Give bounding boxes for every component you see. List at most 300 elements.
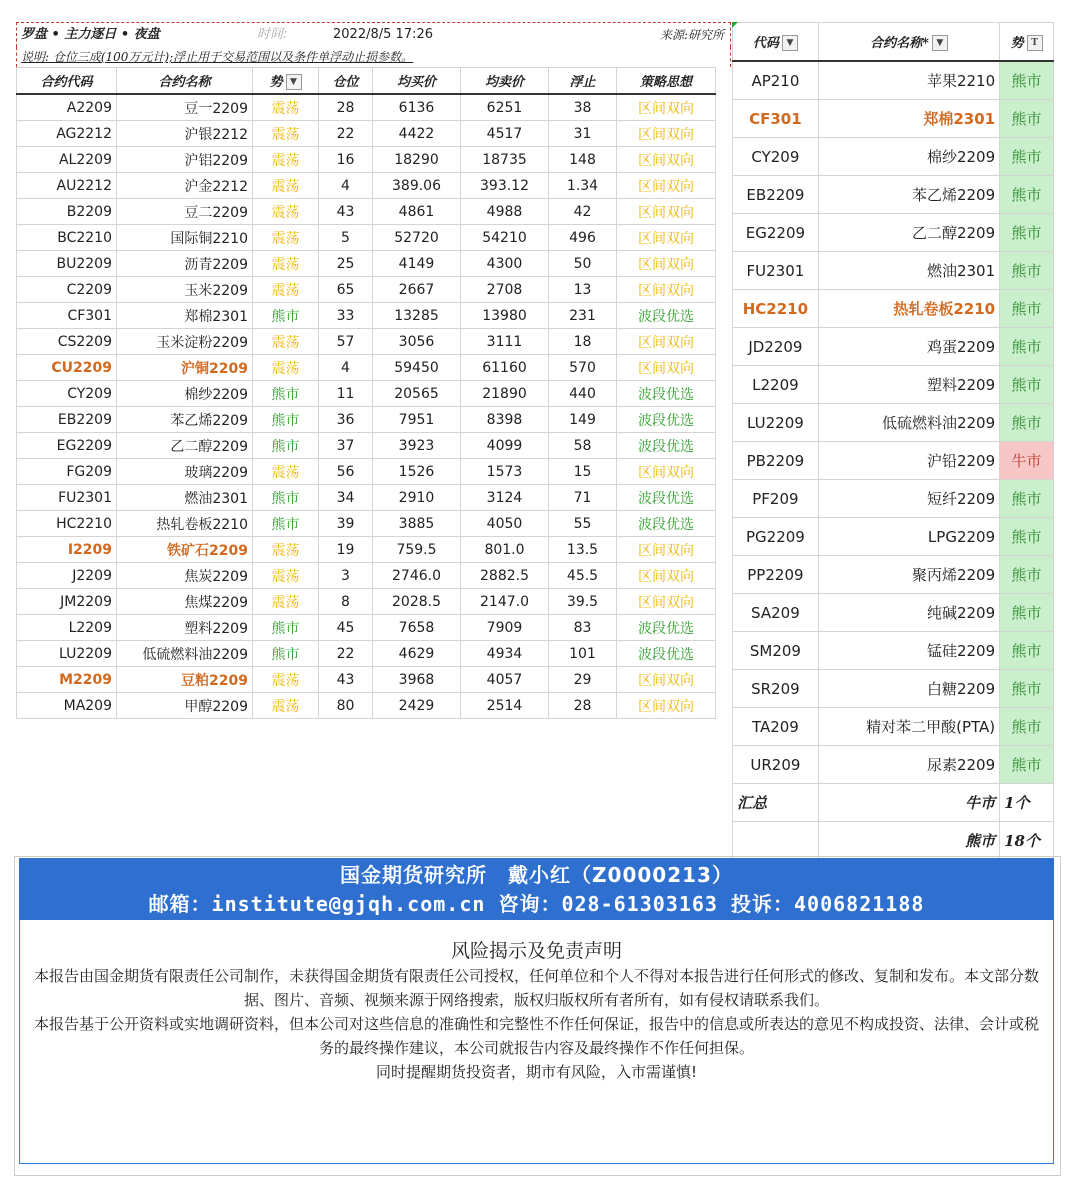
avg-buy-cell: 3056 xyxy=(373,329,461,355)
contract-code-cell: SR209 xyxy=(733,670,819,708)
trend-cell: 熊市 xyxy=(253,511,319,537)
col-header-trend xyxy=(253,68,319,95)
avg-buy-cell: 13285 xyxy=(373,303,461,329)
contract-name-cell: 乙二醇2209 xyxy=(117,433,253,459)
position-cell: 16 xyxy=(319,147,373,173)
contract-code-cell: FU2301 xyxy=(733,252,819,290)
table-row xyxy=(733,556,1054,594)
position-cell: 22 xyxy=(319,121,373,147)
filter-active-icon[interactable]: T xyxy=(1027,35,1043,51)
avg-buy-cell: 4629 xyxy=(373,641,461,667)
cell-comment-marker xyxy=(732,22,738,28)
avg-buy-cell: 2746.0 xyxy=(373,563,461,589)
float-stop-cell: 45.5 xyxy=(549,563,617,589)
position-cell: 22 xyxy=(319,641,373,667)
position-cell: 8 xyxy=(319,589,373,615)
table-row xyxy=(17,563,716,589)
contract-code-cell: PG2209 xyxy=(733,518,819,556)
table-row xyxy=(733,404,1054,442)
avg-buy-cell: 2429 xyxy=(373,693,461,719)
table-row xyxy=(733,480,1054,518)
avg-buy-cell: 3968 xyxy=(373,667,461,693)
summary-count-cell: 18个 xyxy=(1000,822,1054,860)
time-label: 时间: xyxy=(257,27,288,42)
table-row xyxy=(17,277,716,303)
report-title: 罗盘 • 主力逐日 • 夜盘 xyxy=(21,27,160,42)
float-stop-cell: 55 xyxy=(549,511,617,537)
table-row xyxy=(733,290,1054,328)
position-cell: 3 xyxy=(319,563,373,589)
contract-name-cell: 低硫燃料油2209 xyxy=(117,641,253,667)
table-row xyxy=(17,355,716,381)
contract-code-cell: AU2212 xyxy=(17,173,117,199)
contract-code-cell: LU2209 xyxy=(17,641,117,667)
table-row xyxy=(17,667,716,693)
col-header-trend-label: 势 xyxy=(269,74,283,90)
avg-buy-cell: 4149 xyxy=(373,251,461,277)
strategy-cell: 区间双向 xyxy=(617,329,716,355)
disclaimer-box xyxy=(19,920,1054,1164)
trend-cell: 熊市 xyxy=(253,485,319,511)
summary-row xyxy=(733,822,1054,860)
contract-code-cell: SM209 xyxy=(733,632,819,670)
trend-cell: 熊市 xyxy=(253,615,319,641)
contract-name-cell: 锰硅2209 xyxy=(818,632,999,670)
avg-buy-cell: 18290 xyxy=(373,147,461,173)
contract-code-cell: CF301 xyxy=(733,100,819,138)
trend-cell: 熊市 xyxy=(1000,746,1054,784)
contract-name-cell: 郑棉2301 xyxy=(117,303,253,329)
table-row xyxy=(17,511,716,537)
table-row xyxy=(733,670,1054,708)
contract-code-cell: A2209 xyxy=(17,94,117,121)
trend-cell: 牛市 xyxy=(1000,442,1054,480)
col-header-code-label: 代码 xyxy=(752,35,779,51)
col-header-code xyxy=(733,23,819,62)
disclaimer-paragraph-2: 本报告基于公开资料或实地调研资料，但本公司对这些信息的准确性和完整性不作任何保证，报告中的信息或所表达的意见不构成投资、法律、会计或税务的最终操作建议，本公司就报告内容及最终操作不作任何担保。 xyxy=(33,1015,1039,1057)
avg-sell-cell: 4300 xyxy=(461,251,549,277)
strategy-cell: 区间双向 xyxy=(617,355,716,381)
contract-name-cell: 塑料2209 xyxy=(117,615,253,641)
contract-code-cell: CS2209 xyxy=(17,329,117,355)
trend-cell: 熊市 xyxy=(1000,594,1054,632)
trend-cell: 熊市 xyxy=(1000,480,1054,518)
trend-cell: 震荡 xyxy=(253,225,319,251)
avg-sell-cell: 801.0 xyxy=(461,537,549,563)
contract-name-cell: 豆二2209 xyxy=(117,199,253,225)
contract-name-cell: 苯乙烯2209 xyxy=(117,407,253,433)
avg-sell-cell: 393.12 xyxy=(461,173,549,199)
contract-name-cell: 沪铜2209 xyxy=(117,355,253,381)
contract-name-cell: LPG2209 xyxy=(818,518,999,556)
table-row xyxy=(733,176,1054,214)
disclaimer-paragraph-1: 本报告由国金期货有限责任公司制作，未获得国金期货有限责任公司授权，任何单位和个人不得对本报告进行任何形式的修改、复制和发布。本文部分数据、图片、音频、视频来源于网络搜索，版权归版权所有者所有，如有侵权请联系我们。 xyxy=(33,967,1039,1009)
avg-sell-cell: 2882.5 xyxy=(461,563,549,589)
contract-code-cell: L2209 xyxy=(17,615,117,641)
contract-name-cell: 短纤2209 xyxy=(818,480,999,518)
col-header-position: 仓位 xyxy=(319,68,373,95)
trend-cell: 熊市 xyxy=(1000,366,1054,404)
contract-code-cell: AP210 xyxy=(733,61,819,100)
col-header-strategy: 策略思想 xyxy=(617,68,716,95)
strategy-cell: 波段优选 xyxy=(617,511,716,537)
col-header-name-label: 合约名称* xyxy=(870,35,929,51)
contract-code-cell: PP2209 xyxy=(733,556,819,594)
table-row xyxy=(17,225,716,251)
table-row xyxy=(733,594,1054,632)
avg-sell-cell: 4934 xyxy=(461,641,549,667)
table-row xyxy=(733,328,1054,366)
contract-code-cell: SA209 xyxy=(733,594,819,632)
position-cell: 33 xyxy=(319,303,373,329)
table-row xyxy=(733,708,1054,746)
trend-cell: 熊市 xyxy=(1000,61,1054,100)
position-cell: 43 xyxy=(319,199,373,225)
contract-code-cell: CU2209 xyxy=(17,355,117,381)
avg-buy-cell: 7951 xyxy=(373,407,461,433)
table-row xyxy=(733,518,1054,556)
trend-cell: 震荡 xyxy=(253,277,319,303)
trend-table xyxy=(732,22,1054,860)
trend-cell: 熊市 xyxy=(1000,518,1054,556)
contract-name-cell: 沥青2209 xyxy=(117,251,253,277)
position-cell: 36 xyxy=(319,407,373,433)
col-header-trend-label: 势 xyxy=(1010,35,1024,51)
contract-code-cell: FG209 xyxy=(17,459,117,485)
col-header-code: 合约代码 xyxy=(17,68,117,95)
contract-name-cell: 沪银2212 xyxy=(117,121,253,147)
contract-name-cell: 焦煤2209 xyxy=(117,589,253,615)
filter-dropdown-icon[interactable]: ▼ xyxy=(932,35,948,51)
trend-cell: 震荡 xyxy=(253,459,319,485)
position-cell: 65 xyxy=(319,277,373,303)
float-stop-cell: 1.34 xyxy=(549,173,617,199)
float-stop-cell: 231 xyxy=(549,303,617,329)
contract-name-cell: 苹果2210 xyxy=(818,61,999,100)
table-row xyxy=(17,407,716,433)
strategy-cell: 区间双向 xyxy=(617,173,716,199)
filter-dropdown-icon[interactable]: ▼ xyxy=(286,74,302,90)
main-report-sheet xyxy=(16,22,731,719)
trend-cell: 震荡 xyxy=(253,147,319,173)
strategy-cell: 区间双向 xyxy=(617,147,716,173)
source-label: 来源:研究所 xyxy=(659,28,724,42)
strategy-cell: 区间双向 xyxy=(617,537,716,563)
contract-code-cell: J2209 xyxy=(17,563,117,589)
avg-buy-cell: 2910 xyxy=(373,485,461,511)
col-header-avg-sell: 均卖价 xyxy=(461,68,549,95)
strategy-cell: 区间双向 xyxy=(617,251,716,277)
contract-code-cell: PF209 xyxy=(733,480,819,518)
contract-code-cell: CF301 xyxy=(17,303,117,329)
contract-code-cell: C2209 xyxy=(17,277,117,303)
contract-name-cell: 郑棉2301 xyxy=(818,100,999,138)
trend-cell: 震荡 xyxy=(253,667,319,693)
strategy-cell: 波段优选 xyxy=(617,303,716,329)
table-row xyxy=(17,693,716,719)
trend-cell: 熊市 xyxy=(1000,632,1054,670)
avg-buy-cell: 4422 xyxy=(373,121,461,147)
table-row xyxy=(17,433,716,459)
strategy-cell: 区间双向 xyxy=(617,121,716,147)
contract-name-cell: 乙二醇2209 xyxy=(818,214,999,252)
time-value: 2022/8/5 17:26 xyxy=(333,27,433,42)
strategy-cell: 波段优选 xyxy=(617,485,716,511)
col-header-avg-buy: 均买价 xyxy=(373,68,461,95)
float-stop-cell: 50 xyxy=(549,251,617,277)
contract-code-cell: FU2301 xyxy=(17,485,117,511)
strategy-cell: 波段优选 xyxy=(617,641,716,667)
disclaimer-title: 风险揭示及免责声明 xyxy=(450,940,622,962)
avg-buy-cell: 2028.5 xyxy=(373,589,461,615)
float-stop-cell: 58 xyxy=(549,433,617,459)
avg-buy-cell: 4861 xyxy=(373,199,461,225)
position-cell: 4 xyxy=(319,355,373,381)
trend-cell: 震荡 xyxy=(253,693,319,719)
contract-name-cell: 精对苯二甲酸(PTA) xyxy=(818,708,999,746)
contract-name-cell: 豆一2209 xyxy=(117,94,253,121)
table-row xyxy=(17,199,716,225)
position-cell: 5 xyxy=(319,225,373,251)
table-row xyxy=(17,641,716,667)
table-row xyxy=(17,537,716,563)
banner-contacts: 邮箱：institute@gjqh.com.cn 咨询：028-61303163 投诉：4006821188 xyxy=(148,892,925,916)
avg-buy-cell: 7658 xyxy=(373,615,461,641)
trend-cell: 熊市 xyxy=(1000,556,1054,594)
contract-name-cell: 沪铅2209 xyxy=(818,442,999,480)
table-row xyxy=(17,329,716,355)
contract-name-cell: 玻璃2209 xyxy=(117,459,253,485)
trend-cell: 震荡 xyxy=(253,121,319,147)
trend-cell: 熊市 xyxy=(1000,404,1054,442)
avg-buy-cell: 59450 xyxy=(373,355,461,381)
avg-sell-cell: 13980 xyxy=(461,303,549,329)
contract-name-cell: 沪金2212 xyxy=(117,173,253,199)
filter-dropdown-icon[interactable]: ▼ xyxy=(782,35,798,51)
avg-sell-cell: 8398 xyxy=(461,407,549,433)
table-row xyxy=(733,100,1054,138)
avg-sell-cell: 6251 xyxy=(461,94,549,121)
float-stop-cell: 440 xyxy=(549,381,617,407)
float-stop-cell: 13.5 xyxy=(549,537,617,563)
contract-code-cell: I2209 xyxy=(17,537,117,563)
position-cell: 37 xyxy=(319,433,373,459)
contract-name-cell: 甲醇2209 xyxy=(117,693,253,719)
trend-cell: 震荡 xyxy=(253,589,319,615)
trend-cell: 熊市 xyxy=(253,641,319,667)
avg-buy-cell: 2667 xyxy=(373,277,461,303)
float-stop-cell: 148 xyxy=(549,147,617,173)
strategy-cell: 波段优选 xyxy=(617,381,716,407)
position-cell: 34 xyxy=(319,485,373,511)
trend-cell: 震荡 xyxy=(253,329,319,355)
avg-sell-cell: 7909 xyxy=(461,615,549,641)
contract-name-cell: 焦炭2209 xyxy=(117,563,253,589)
contract-table xyxy=(16,67,716,719)
table-row xyxy=(17,589,716,615)
trend-cell: 熊市 xyxy=(1000,252,1054,290)
strategy-cell: 波段优选 xyxy=(617,433,716,459)
contract-code-cell: UR209 xyxy=(733,746,819,784)
strategy-cell: 波段优选 xyxy=(617,615,716,641)
col-header-name xyxy=(818,23,999,62)
avg-sell-cell: 4099 xyxy=(461,433,549,459)
contract-name-cell: 纯碱2209 xyxy=(818,594,999,632)
trend-cell: 震荡 xyxy=(253,355,319,381)
contract-code-cell: EB2209 xyxy=(17,407,117,433)
table-row xyxy=(17,485,716,511)
avg-buy-cell: 389.06 xyxy=(373,173,461,199)
contract-name-cell: 铁矿石2209 xyxy=(117,537,253,563)
trend-cell: 熊市 xyxy=(253,407,319,433)
contract-name-cell: 燃油2301 xyxy=(117,485,253,511)
trend-cell: 熊市 xyxy=(253,303,319,329)
disclaimer-paragraph-3: 同时提醒期货投资者，期市有风险，入市需谨慎! xyxy=(375,1063,697,1081)
position-cell: 25 xyxy=(319,251,373,277)
contract-name-cell: 玉米淀粉2209 xyxy=(117,329,253,355)
float-stop-cell: 31 xyxy=(549,121,617,147)
float-stop-cell: 83 xyxy=(549,615,617,641)
contract-code-cell: LU2209 xyxy=(733,404,819,442)
table-row xyxy=(733,442,1054,480)
avg-buy-cell: 20565 xyxy=(373,381,461,407)
trend-cell: 震荡 xyxy=(253,173,319,199)
contract-name-cell: 鸡蛋2209 xyxy=(818,328,999,366)
strategy-cell: 区间双向 xyxy=(617,277,716,303)
col-header-name: 合约名称 xyxy=(117,68,253,95)
float-stop-cell: 42 xyxy=(549,199,617,225)
strategy-cell: 区间双向 xyxy=(617,94,716,121)
trend-cell: 震荡 xyxy=(253,94,319,121)
contract-name-cell: 苯乙烯2209 xyxy=(818,176,999,214)
contract-name-cell: 棉纱2209 xyxy=(117,381,253,407)
table-row xyxy=(17,303,716,329)
contract-code-cell: EG2209 xyxy=(733,214,819,252)
float-stop-cell: 28 xyxy=(549,693,617,719)
contract-code-cell: BU2209 xyxy=(17,251,117,277)
float-stop-cell: 71 xyxy=(549,485,617,511)
trend-cell: 熊市 xyxy=(1000,290,1054,328)
strategy-cell: 区间双向 xyxy=(617,589,716,615)
trend-cell: 熊市 xyxy=(253,381,319,407)
contract-code-cell: AL2209 xyxy=(17,147,117,173)
table-row xyxy=(733,746,1054,784)
contract-name-cell: 低硫燃料油2209 xyxy=(818,404,999,442)
contract-code-cell: JM2209 xyxy=(17,589,117,615)
float-stop-cell: 15 xyxy=(549,459,617,485)
avg-sell-cell: 2147.0 xyxy=(461,589,549,615)
contract-name-cell: 沪铝2209 xyxy=(117,147,253,173)
avg-sell-cell: 2708 xyxy=(461,277,549,303)
table-row xyxy=(733,252,1054,290)
trend-cell: 熊市 xyxy=(253,433,319,459)
avg-buy-cell: 3923 xyxy=(373,433,461,459)
table-row xyxy=(733,366,1054,404)
contract-name-cell: 塑料2209 xyxy=(818,366,999,404)
avg-buy-cell: 3885 xyxy=(373,511,461,537)
avg-sell-cell: 4517 xyxy=(461,121,549,147)
report-note: 说明: 仓位三成(100万元计);浮止用于交易范围以及条件单浮动止损参数。 xyxy=(16,47,731,67)
avg-sell-cell: 4050 xyxy=(461,511,549,537)
avg-sell-cell: 4057 xyxy=(461,667,549,693)
contract-code-cell: CY209 xyxy=(733,138,819,176)
trend-cell: 震荡 xyxy=(253,199,319,225)
float-stop-cell: 38 xyxy=(549,94,617,121)
contract-code-cell: TA209 xyxy=(733,708,819,746)
avg-buy-cell: 6136 xyxy=(373,94,461,121)
position-cell: 39 xyxy=(319,511,373,537)
contract-code-cell: PB2209 xyxy=(733,442,819,480)
position-cell: 56 xyxy=(319,459,373,485)
float-stop-cell: 101 xyxy=(549,641,617,667)
strategy-cell: 区间双向 xyxy=(617,225,716,251)
contract-name-cell: 棉纱2209 xyxy=(818,138,999,176)
summary-kind-cell: 牛市 xyxy=(818,784,999,822)
float-stop-cell: 39.5 xyxy=(549,589,617,615)
float-stop-cell: 29 xyxy=(549,667,617,693)
trend-cell: 熊市 xyxy=(1000,328,1054,366)
float-stop-cell: 13 xyxy=(549,277,617,303)
avg-sell-cell: 4988 xyxy=(461,199,549,225)
summary-row xyxy=(733,784,1054,822)
position-cell: 28 xyxy=(319,94,373,121)
summary-label-cell: 汇总 xyxy=(733,784,819,822)
contract-name-cell: 国际铜2210 xyxy=(117,225,253,251)
trend-cell: 震荡 xyxy=(253,251,319,277)
strategy-cell: 区间双向 xyxy=(617,667,716,693)
table-row xyxy=(733,632,1054,670)
float-stop-cell: 496 xyxy=(549,225,617,251)
summary-kind-cell: 熊市 xyxy=(818,822,999,860)
trend-cell: 震荡 xyxy=(253,537,319,563)
contract-code-cell: MA209 xyxy=(17,693,117,719)
position-cell: 11 xyxy=(319,381,373,407)
avg-buy-cell: 52720 xyxy=(373,225,461,251)
contract-name-cell: 聚丙烯2209 xyxy=(818,556,999,594)
table-row xyxy=(17,459,716,485)
position-cell: 4 xyxy=(319,173,373,199)
table-row xyxy=(17,147,716,173)
summary-count-cell: 1个 xyxy=(1000,784,1054,822)
position-cell: 43 xyxy=(319,667,373,693)
contract-code-cell: M2209 xyxy=(17,667,117,693)
trend-cell: 熊市 xyxy=(1000,214,1054,252)
trend-cell: 熊市 xyxy=(1000,176,1054,214)
contract-name-cell: 燃油2301 xyxy=(818,252,999,290)
table-row xyxy=(17,121,716,147)
avg-sell-cell: 21890 xyxy=(461,381,549,407)
contract-code-cell: BC2210 xyxy=(17,225,117,251)
float-stop-cell: 570 xyxy=(549,355,617,381)
trend-cell: 熊市 xyxy=(1000,138,1054,176)
contact-banner xyxy=(19,858,1054,920)
contract-code-cell: HC2210 xyxy=(17,511,117,537)
trend-cell: 震荡 xyxy=(253,563,319,589)
trend-summary-sheet xyxy=(732,22,1054,860)
contract-name-cell: 玉米2209 xyxy=(117,277,253,303)
strategy-cell: 区间双向 xyxy=(617,199,716,225)
table-header-row xyxy=(17,68,716,95)
position-cell: 19 xyxy=(319,537,373,563)
contract-name-cell: 热轧卷板2210 xyxy=(117,511,253,537)
avg-sell-cell: 18735 xyxy=(461,147,549,173)
avg-buy-cell: 1526 xyxy=(373,459,461,485)
contract-name-cell: 尿素2209 xyxy=(818,746,999,784)
contract-name-cell: 热轧卷板2210 xyxy=(818,290,999,328)
avg-sell-cell: 54210 xyxy=(461,225,549,251)
report-header xyxy=(16,22,731,47)
contract-code-cell: JD2209 xyxy=(733,328,819,366)
